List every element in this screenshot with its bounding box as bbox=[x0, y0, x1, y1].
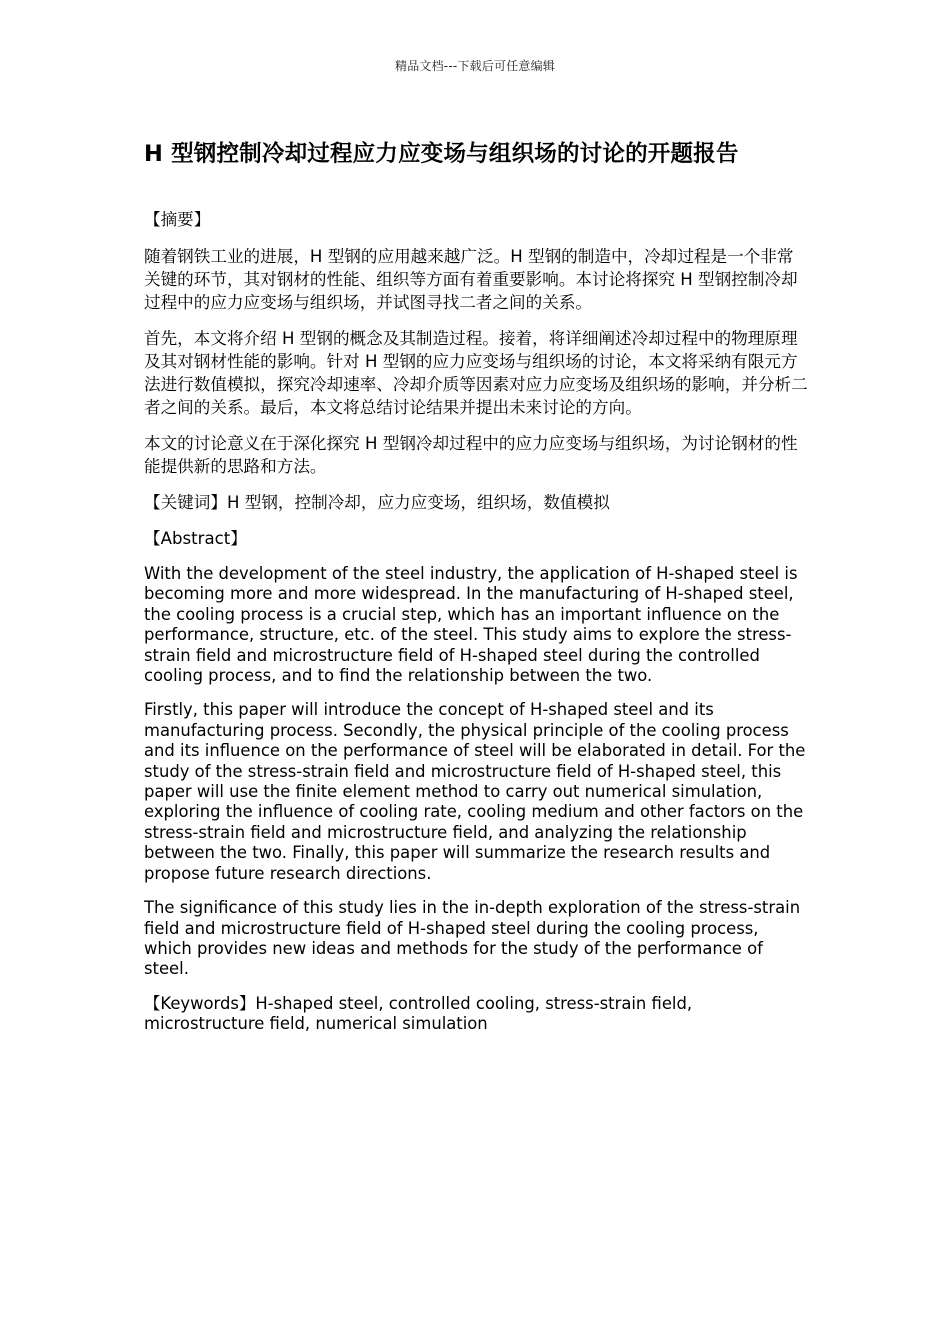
abstract-cn-paragraph-2: 首先，本文将介绍 H 型钢的概念及其制造过程。接着，将详细阐述冷却过程中的物理原理及其对钢材性能的影响。针对 H 型钢的应力应变场与组织场的讨论，本文将采纳有限元方法进行数值模拟，探究冷却速率、冷却介质等因素对应力应变场及组织场的影响，并分析二者之间的关系。最后，本文将总结讨论结果并提出未来讨论的方向。 bbox=[144, 329, 808, 417]
abstract-en-paragraph-1: With the development of the steel industry, the application of H-shaped steel is becoming more and more widespread. In the manufacturing of H-shaped steel, the cooling process is a crucial step, which has an important influence on the performance, structure, etc. of the steel. This study aims to explore the stress-strain field and microstructure field of H-shaped steel during the controlled cooling process, and to find the relationship between the two. bbox=[144, 564, 798, 686]
abstract-cn-paragraph-1: 随着钢铁工业的进展，H 型钢的应用越来越广泛。H 型钢的制造中，冷却过程是一个非常关键的环节，其对钢材的性能、组织等方面有着重要影响。本讨论将探究 H 型钢控制冷却过程中的应力应变场与组织场，并试图寻找二者之间的关系。 bbox=[144, 247, 798, 312]
abstract-cn-paragraph-3: 本文的讨论意义在于深化探究 H 型钢冷却过程中的应力应变场与组织场，为讨论钢材的性能提供新的思路和方法。 bbox=[144, 434, 798, 476]
keywords-en: 【Keywords】H-shaped steel, controlled cooling, stress-strain field, microstructure field, numerical simulation bbox=[144, 993, 693, 1034]
abstract-cn-label: 【摘要】 bbox=[144, 210, 211, 229]
abstract-en-paragraph-2: Firstly, this paper will introduce the concept of H-shaped steel and its manufacturing process. Secondly, the physical principle of the cooling process and its influence on the performance of steel will be elaborated in detail. For the study of the stress-strain field and microstructure field of H-shaped steel, this paper will use the finite element method to carry out numerical simulation, exploring the influence of cooling rate, cooling medium and other factors on the stress-strain field and microstructure field, and analyzing the relationship between the two. Finally, this paper will summarize the research results and propose future research directions. bbox=[144, 700, 806, 883]
abstract-en-label: 【Abstract】 bbox=[144, 529, 247, 548]
abstract-en-paragraph-3: The significance of this study lies in the in-depth exploration of the stress-strain field and microstructure field of H-shaped steel during the cooling process, which provides new ideas and methods for the study of the performance of steel. bbox=[144, 898, 801, 979]
keywords-cn: 【关键词】H 型钢，控制冷却，应力应变场，组织场，数值模拟 bbox=[144, 493, 610, 512]
document-body bbox=[144, 136, 808, 1049]
document-title: H 型钢控制冷却过程应力应变场与组织场的讨论的开题报告 bbox=[144, 141, 739, 167]
page-header-note: 精品文档---下载后可任意编辑 bbox=[395, 59, 555, 73]
